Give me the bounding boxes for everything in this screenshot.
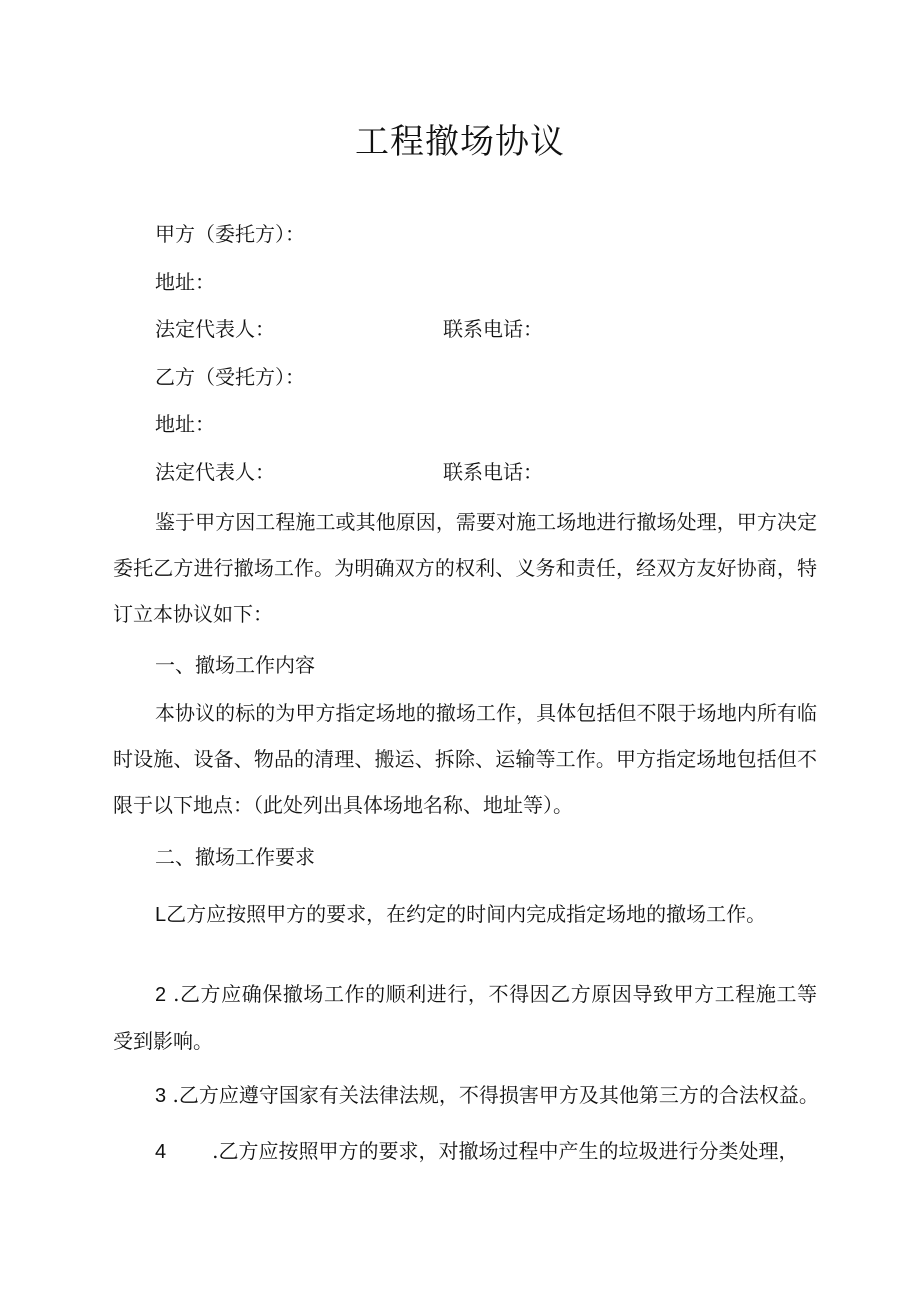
item-number: 2 — [155, 984, 167, 1006]
section1-body: 本协议的标的为甲方指定场地的撤场工作，具体包括但不限于场地内所有临时设施、设备、物品的清理、搬运、拆除、运输等工作。甲方指定场地包括但不限于以下地点：（此处列出具体场地名称、地址等）。 — [113, 701, 817, 817]
item-number: 3 — [155, 1085, 167, 1107]
party-b-rep-label: 法定代表人： — [155, 460, 275, 484]
requirement-item-1 — [155, 899, 766, 930]
party-a-phone-label: 联系电话： — [443, 317, 543, 341]
requirement-item-3 — [155, 1080, 819, 1111]
requirement-item-4 — [155, 1136, 798, 1167]
item-text: 乙方应按照甲方的要求，在约定的时间内完成指定场地的撤场工作。 — [166, 902, 767, 926]
item-text: .乙方应按照甲方的要求，对撤场过程中产生的垃圾进行分类处理， — [212, 1139, 799, 1163]
section1-heading: 一、撤场工作内容 — [155, 653, 315, 677]
preamble-paragraph: 鉴于甲方因工程施工或其他原因，需要对施工场地进行撤场处理，甲方决定委托乙方进行撤场工作。为明确双方的权利、义务和责任，经双方友好协商，特订立本协议如下： — [113, 510, 817, 626]
party-a-address-label: 地址： — [155, 270, 215, 294]
item-text: .乙方应遵守国家有关法律法规，不得损害甲方及其他第三方的合法权益。 — [172, 1083, 819, 1107]
party-b-name-label: 乙方（受托方）： — [155, 365, 305, 389]
party-b-phone-label: 联系电话： — [443, 460, 543, 484]
item-text: .乙方应确保撤场工作的顺利进行，不得因乙方原因导致甲方工程施工等受到影响。 — [113, 982, 818, 1053]
party-b-address-label: 地址： — [155, 412, 215, 436]
party-a-rep-label: 法定代表人： — [155, 317, 275, 341]
item-number: L — [155, 904, 167, 926]
item-number: 4 — [155, 1141, 167, 1163]
document-title: 工程撤场协议 — [355, 122, 565, 162]
party-a-name-label: 甲方（委托方）： — [155, 222, 305, 246]
section2-heading: 二、撤场工作要求 — [155, 845, 315, 869]
requirement-item-2 — [113, 971, 817, 1064]
